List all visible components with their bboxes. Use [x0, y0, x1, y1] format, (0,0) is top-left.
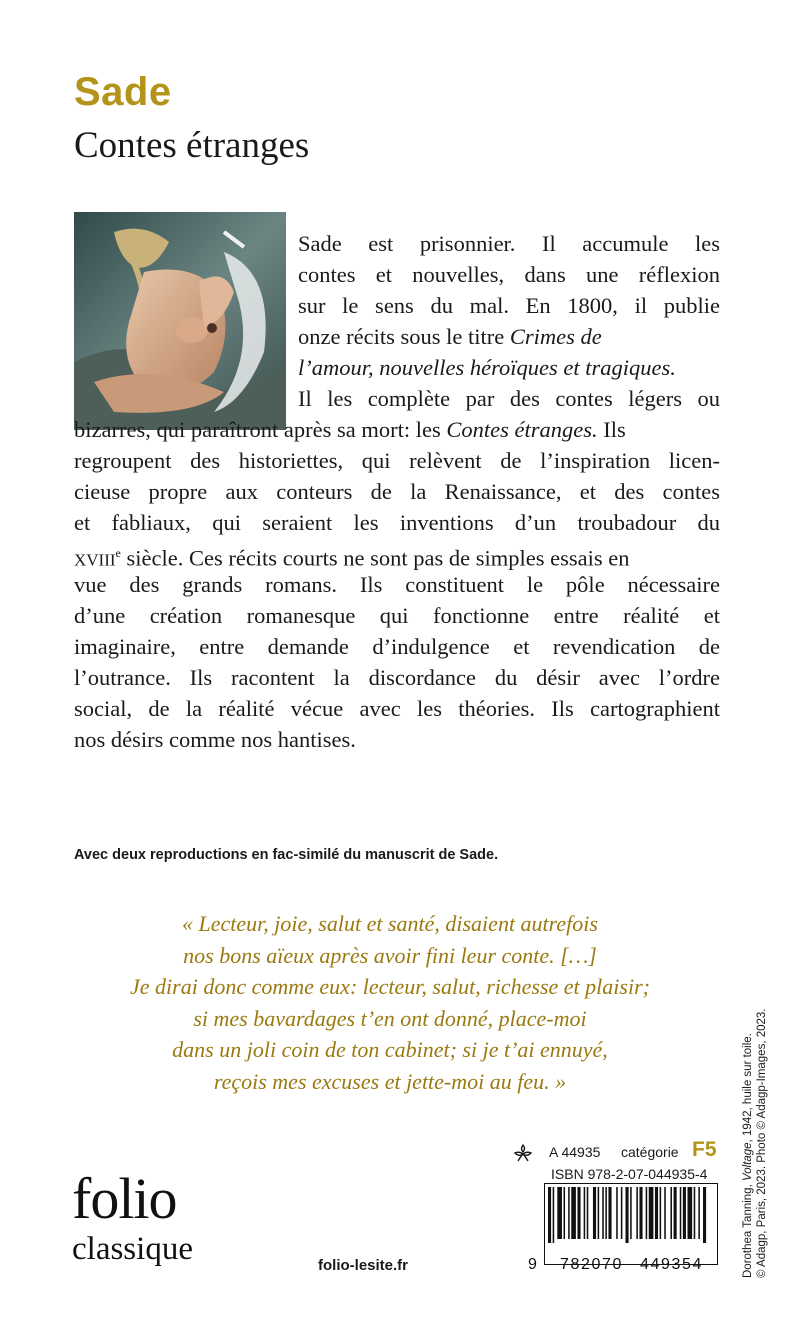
barcode-bar: [683, 1187, 686, 1239]
barcode-bar: [674, 1187, 677, 1239]
barcode-bar: [680, 1187, 682, 1239]
quote-line: Je dirai donc comme eux: lecteur, salut, richesse et plaisir;: [130, 974, 650, 999]
barcode-bar: [598, 1187, 600, 1239]
isbn-text: ISBN 978-2-07-044935-4: [551, 1166, 708, 1182]
quote-line: dans un joli coin de ton cabinet; si je t’ai ennuyé,: [172, 1037, 608, 1062]
ean-first-digit: 9: [528, 1256, 539, 1273]
ean-right-digits: 449354: [640, 1256, 703, 1273]
blurb-line: contes et nouvelles, dans une réflexion: [298, 262, 720, 287]
barcode-bar: [571, 1187, 576, 1239]
barcode-bar: [703, 1187, 706, 1243]
blurb-italic: Contes étranges.: [446, 417, 598, 442]
credit-work: Voltage: [742, 1142, 754, 1182]
product-code: A 44935: [549, 1144, 601, 1160]
category-label: catégorie: [621, 1144, 679, 1160]
barcode-bar: [649, 1187, 654, 1239]
century-roman: XVIII: [74, 550, 116, 570]
quote-line: reçois mes excuses et jette-moi au feu. »: [213, 1068, 567, 1094]
blurb-line: [74, 414, 720, 445]
book-title: Contes étranges: [74, 125, 310, 166]
blurb-line: [298, 321, 720, 352]
credit-details: , 1942, huile sur toile.: [742, 1033, 754, 1143]
century-superscript: e: [115, 546, 121, 560]
category-code: F5: [692, 1138, 717, 1161]
credit-copyright: © Adagp, Paris, 2023. Photo © Adagp-Images, 2023.: [756, 1008, 768, 1278]
quote-line: nos bons aïeux après avoir fini leur conte. […]: [183, 942, 597, 968]
barcode-bar: [557, 1187, 562, 1239]
blurb-line: cieuse propre aux conteurs de la Renaissance, et des contes: [74, 479, 720, 504]
blurb-line: vue des grands romans. Ils constituent le pôle nécessaire: [74, 572, 720, 597]
barcode-bars: [546, 1187, 717, 1243]
classique-logo: classique: [72, 1231, 193, 1267]
barcode-bar: [660, 1187, 662, 1239]
blurb-italic: Crimes de: [509, 324, 602, 349]
barcode-bar: [587, 1187, 589, 1239]
blurb-line: Il les complète par des contes légers ou: [298, 386, 720, 411]
barcode-bar: [670, 1187, 672, 1239]
barcode-bar: [639, 1187, 642, 1239]
barcode-bar: [646, 1187, 648, 1239]
blurb-line-part: bizarres, qui paraîtront après sa mort: les: [74, 417, 441, 442]
blurb-line-part: onze récits sous le titre: [298, 324, 505, 349]
barcode-bar: [564, 1187, 566, 1239]
blurb-line: imaginaire, entre demande d’indulgence et revendication de: [74, 634, 720, 659]
folio-logo: folio: [72, 1166, 177, 1231]
cover-credit: [741, 958, 769, 1278]
barcode-bar: [577, 1187, 580, 1239]
flower-ornament-icon: [512, 1143, 534, 1168]
epigraph-quote: [90, 908, 690, 1097]
author-name: Sade: [74, 70, 172, 114]
ean-left-digits: 782070: [560, 1256, 623, 1273]
barcode-bar: [605, 1187, 607, 1239]
credit-artist: Dorothea Tanning,: [742, 1184, 754, 1278]
barcode-bar: [548, 1187, 551, 1243]
barcode-bar: [616, 1187, 618, 1239]
barcode-bar: [688, 1187, 693, 1239]
barcode-bar: [593, 1187, 596, 1239]
barcode-bar: [568, 1187, 570, 1239]
blurb-line: [298, 352, 720, 383]
blurb-line: nos désirs comme nos hantises.: [74, 727, 356, 752]
facsimile-mention: Avec deux reproductions en fac-similé du manuscrit de Sade.: [74, 847, 499, 863]
barcode-bar: [694, 1187, 696, 1239]
blurb-line: Sade est prisonnier. Il accumule les: [298, 231, 720, 256]
credit-line: [741, 958, 755, 1278]
publisher-website[interactable]: folio-lesite.fr: [318, 1257, 409, 1274]
blurb-line: et fabliaux, qui seraient les inventions d’un troubadour du: [74, 510, 720, 535]
quote-line: si mes bavardages t’en ont donné, place-moi: [193, 1005, 587, 1031]
barcode-bar: [584, 1187, 586, 1239]
barcode-bar: [655, 1187, 658, 1239]
barcode-bar: [630, 1187, 632, 1239]
barcode-bar: [621, 1187, 623, 1239]
barcode-bar: [602, 1187, 604, 1239]
blurb-line: l’outrance. Ils racontent la discordance du désir avec l’ordre: [74, 665, 720, 690]
blurb-italic: l’amour, nouvelles héroïques et tragiques.: [298, 355, 676, 380]
barcode-bar: [636, 1187, 638, 1239]
blurb-line: d’une création romanesque qui fonctionne entre réalité et: [74, 603, 720, 628]
barcode-bar: [553, 1187, 555, 1243]
blurb-line: sur le sens du mal. En 1800, il publie: [298, 293, 720, 318]
barcode-bar: [698, 1187, 700, 1239]
barcode-frame: [544, 1183, 718, 1265]
blurb-line: regroupent des historiettes, qui relèvent de l’inspiration licen-: [74, 448, 720, 473]
blurb-line-part: Ils: [603, 417, 626, 442]
quote-line: « Lecteur, joie, salut et santé, disaient autrefois: [182, 911, 598, 936]
blurb-line: social, de la réalité vécue avec les théories. Ils cartographient: [74, 696, 720, 721]
blurb-line-part: siècle. Ces récits courts ne sont pas de simples essais en: [126, 545, 630, 571]
cover-painting: [74, 212, 286, 430]
barcode-bar: [664, 1187, 666, 1239]
barcode-bar: [608, 1187, 611, 1239]
barcode-bar: [626, 1187, 629, 1243]
